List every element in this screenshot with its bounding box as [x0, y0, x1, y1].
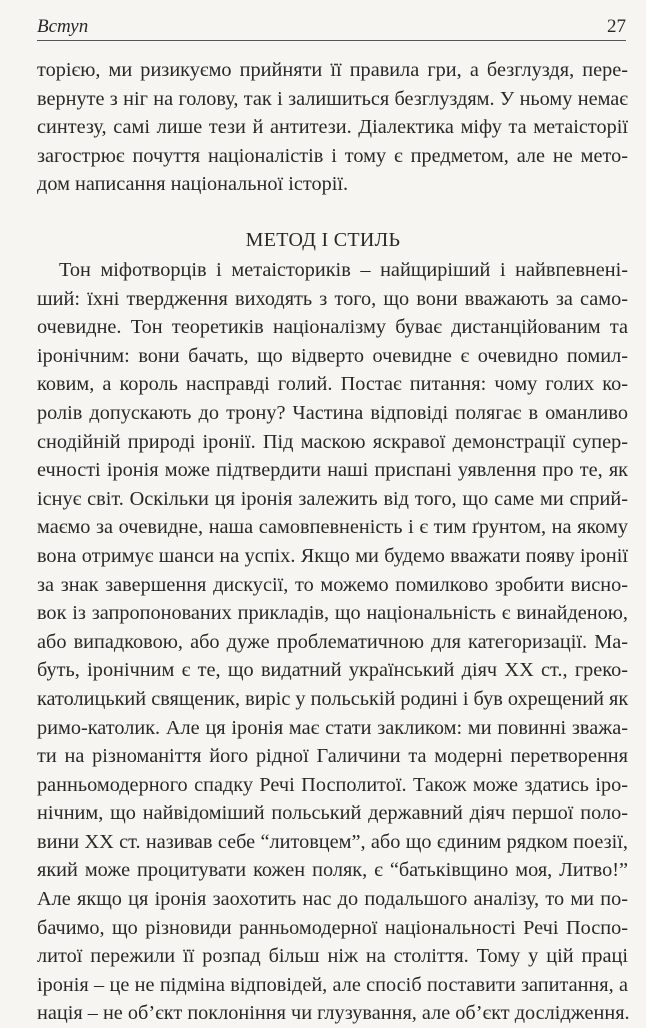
text-line: ранньомодерного спадку Речі Посполитої. Також може здатись іро-: [37, 773, 628, 796]
text-line: який може процитувати кожен поляк, є “батьківщино моя, Литво!”: [37, 859, 628, 882]
text-line: вона отримує шанси на успіх. Якщо ми будемо вважати появу іронії: [37, 544, 628, 567]
text-line: ти на різноманіття його рідної Галичини та модерні перетворення: [37, 745, 628, 768]
text-line: Але якщо ця іронія заохотить нас до подальшого аналізу, то ми по-: [37, 888, 628, 911]
running-head: [37, 14, 626, 41]
text-line: вини XX ст. називав себе “литовцем”, або що єдиним рядком поезії,: [37, 830, 628, 853]
text-line: ролів допускають до трону? Частина відповіді полягає в оманливо: [37, 401, 628, 424]
text-line: бачимо, що різновиди ранньомодерної національності Речі Поспо-: [37, 916, 628, 939]
text-line: іронія – це не підміна відповідей, але спосіб поставити запитання, а: [37, 973, 628, 996]
text-line: існує світ. Оскільки ця іронія залежить від того, що саме ми сприй-: [37, 487, 628, 510]
section-heading: МЕТОД І СТИЛЬ: [245, 229, 401, 251]
text-line: католицький священик, виріс у польській родині і був охрещений як: [37, 687, 629, 710]
paragraph-continued: [37, 56, 628, 199]
text-line: вернуте з ніг на голову, так і залишиться безглуздям. У ньому немає: [37, 87, 628, 110]
text-line: або випадковою, або дуже проблематичною для категоризації. Ма-: [37, 630, 628, 653]
text-line: загострює почуття націоналістів і тому є предметом, але не мето-: [37, 144, 628, 167]
text-line: римо-католик. Але ця іронія має стати закликом: ми повинні зважа-: [37, 716, 628, 739]
text-line: за знак завершення дискусії, то можемо помилково зробити висно-: [37, 573, 628, 596]
text-line: вок із запропонованих прикладів, що національність є винайденою,: [37, 602, 628, 625]
text-line: торією, ми ризикуємо прийняти її правила гри, а безглуздя, пере-: [37, 59, 628, 81]
text-line: іронічним: вони бачать, що відверто очевидне є очевидно помил-: [37, 344, 628, 367]
text-line: дом написання національної історії.: [37, 173, 349, 196]
text-line: ковим, а король насправді голий. Постає питання: чому голих ко-: [37, 373, 628, 396]
text-line: нічним, що найвідоміший польський державний діяч першої поло-: [37, 802, 628, 825]
text-line: буть, іронічним є те, що видатний український діяч XX ст., греко-: [37, 659, 628, 682]
text-line: литої пережили її розпад більш ніж на століття. Тому у цій праці: [37, 945, 628, 968]
text-line: снодійній природі іронії. Під маскою яскравої демонстрації супер-: [37, 430, 628, 453]
paragraph-method-and-style: [37, 256, 628, 1028]
running-head-title: Вступ: [37, 16, 89, 37]
text-line: Тон міфотворців і метаісториків – найщиріший і найвпевнені-: [59, 259, 628, 281]
text-line: ечності іронія може підтвердити наші приспані уявлення про те, як: [37, 459, 628, 482]
text-line: нація – не об’єкт поклоніння чи глузування, але об’єкт дослідження.: [37, 1002, 630, 1025]
text-line: ший: їхні твердження виходять з того, що вони вважають за само-: [37, 287, 628, 310]
text-line: очевидне. Тон теоретиків націоналізму буває дистанційованим та: [37, 316, 628, 339]
page-number: 27: [607, 16, 626, 37]
text-line: синтезу, самі лише тези й антитези. Діалектика міфу та метаісторії: [37, 116, 628, 139]
text-line: маємо за очевидне, наша самовпевненість і є тим ґрунтом, на якому: [37, 516, 628, 539]
